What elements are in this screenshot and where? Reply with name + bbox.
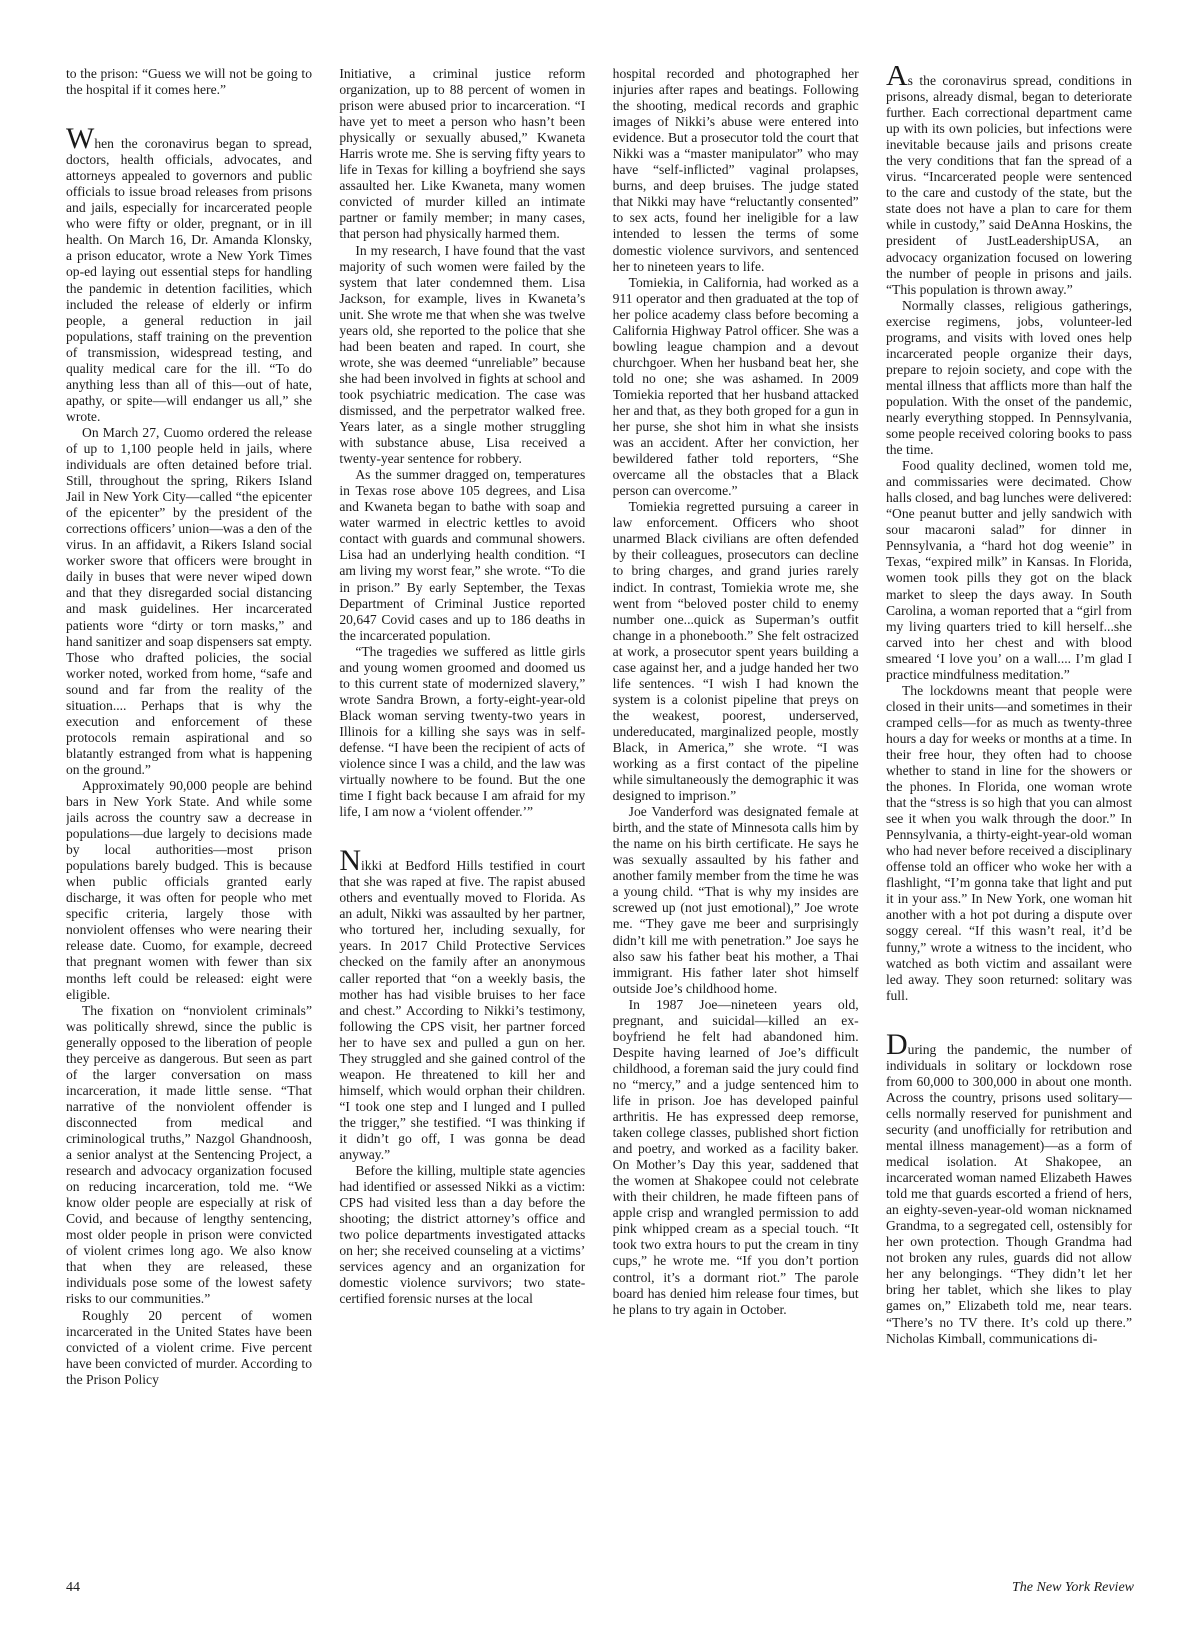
drop-cap: A [885,66,908,92]
paragraph [66,778,312,1003]
drop-cap: N [339,844,361,878]
paragraph-text: Roughly 20 percent of women incarcerated in the United States have been convicted of a violent crime. Five percent have been convicted of murder. According to the Prison Policy [66,1307,312,1387]
paragraph-text: uring the pandemic, the number of individuals in solitary or lockdown rose from 60,000 to 300,000 in about one month. Across the country, prisons used solitary—cells normally reserved for punishment and security (and unofficially for retribution and mental illness management)—as a form of medical isolation. At Shakopee, an incarcerated woman named Elizabeth Hawes told me that guards escorted a friend of hers, an eighty-seven-year-old woman nicknamed Grandma, to a segregated cell, ostensibly for her own protection. Though Grandma had not broken any rules, guards did not allow her any belongings. “They didn’t let her bring her tablet, which she likes to play games on,” Elizabeth told me, near tears. “There’s no TV there. It’s cold up there.” Nicholas Kimball, communications di- [885,1041,1132,1346]
paragraph [886,458,1132,683]
paragraph [66,425,312,778]
publication-name: The New York Review [1012,1580,1134,1595]
paragraph-text: Joe Vanderford was designated female at birth, and the state of Minnesota calls him by the name on his birth certificate. He says he was sexually assaulted by his father and another family member from the time he was a young child. “That is why my insides are screwed up (not just emotional),” Joe wrote me. “They gave me beer and surprisingly didn’t kill me with penetration.” Joe says he also saw his father beat his mother, a Thai immigrant. His father later shot himself outside Joe’s childhood home. [612,804,859,996]
paragraph [339,1163,585,1307]
paragraph-text: s the coronavirus spread, conditions in prisons, already dismal, began to deteriorate further. Each correctional department came up with its own policies, but infections were inevitable because jails and prisons create the very conditions that fan the spread of a virus. “Incarcerated people were sentenced to the care and custody of the state, but the state does not have a plan to care for them while in custody,” said DeAnna Hoskins, the president of JustLeadershipUSA, an advocacy organization focused on lowering the number of people in prisons and jails. “This population is thrown away.” [885,73,1132,297]
paragraph [886,66,1132,298]
paragraph-text: In 1987 Joe—nineteen years old, pregnant, and suicidal—killed an ex-boyfriend he felt had abandoned him. Despite having learned of Joe’s difficult childhood, a foreman said the jury could find no “mercy,” and a judge sentenced him to life in prison. Joe has developed painful arthritis. He has expressed deep remorse, taken college classes, published short fiction and poetry, and worked as a facility baker. On Mother’s Day this year, saddened that the women at Shakopee could not celebrate with their children, he made fifteen pans of apple crisp and wrangled permission to add pink whipped cream as a special touch. “It took two extra hours to put the cream in tiny cups,” he wrote me. “If you don’t portion control, it’s a dormant riot.” The parole board has denied him release four times, but he plans to try again in October. [612,996,859,1317]
paragraph-text: “The tragedies we suffered as little girls and young women groomed and doomed us to this current state of modernized slavery,” wrote Sandra Brown, a forty-eight-year-old Black woman serving twenty-two years in Illinois for a killing she says was in self-defense. “I have been the recipient of acts of violence since I was a child, and the law was virtually nowhere to be found. But the one time I fight back because I am afraid for my life, I am now a ‘violent offender.’” [339,643,586,820]
paragraph [613,997,859,1318]
paragraph [339,467,585,644]
paragraph [339,243,585,468]
column-3 [613,66,859,1566]
paragraph [613,66,859,275]
paragraph-text: Tomiekia regretted pursuing a career in law enforcement. Officers who shoot unarmed Black civilians are often defended by their colleagues, prosecutors can decline to bring charges, and grand juries rarely indict. In contrast, Tomiekia wrote me, she went from “beloved poster child to enemy number one...quick as Superman’s outfit change in a phonebooth.” She felt ostracized at work, a prosecutor spent years building a case against her, and a judge handed her two life sentences. “I wish I had known the system is a colonist pipeline that preys on the weakest, poorest, underserved, undereducated, marginalized people, mostly Black, in America,” she wrote. “I was working as a first contact of the pipeline while simultaneously the demographic it was designed to imprison.” [612,499,859,804]
paragraph-text: to the prison: “Guess we will not be going to the hospital if it comes here.” [66,66,312,98]
paragraph-text: Initiative, a criminal justice reform organization, up to 88 percent of women in prison were abused prior to incarceration. “I have yet to meet a person who hasn’t been physically or sexually abused,” Kwaneta Harris wrote me. She is serving fifty years to life in Texas for killing a boyfriend she says assaulted her. Like Kwaneta, many women convicted of murder killed an intimate partner or family member; in many cases, that person had physically harmed them. [339,66,586,242]
paragraph [66,1308,312,1388]
paragraph [66,122,312,425]
paragraph-text: On March 27, Cuomo ordered the release of up to 1,100 people held in jails, where individuals are often detained before trial. Still, throughout the spring, Rikers Island Jail in New York City—called “the epicenter of the epicenter” by the president of the corrections officers’ union—was a den of the virus. In an affidavit, a Rikers Island social worker swore that officers were brought in daily in buses that were never wiped down and that they disregarded social distancing and mask guidelines. Her incarcerated patients wore “dirty or torn masks,” and hand sanitizer and soap dispensers sat empty. Those who drafted policies, the social worker noted, worked from home, “safe and sound and far from the reality of the situation.... Perhaps that is why the execution and enforcement of these protocols remain aspirational and so blatantly estranged from what is happening on the ground.” [66,424,312,777]
paragraph-text: hospital recorded and photographed her injuries after rapes and beatings. Following the shooting, medical records and graphic images of Nikki’s abuse were entered into evidence. But a prosecutor told the court that Nikki was a “master manipulator” who may have “self-inflicted” vaginal prolapses, burns, and deep bruises. The judge stated that Nikki may have “reluctantly consented” to sex acts, found her ineligible for a law intended to lessen the terms of some domestic violence survivors, and sentenced her to nineteen years to life. [612,66,859,274]
column-1 [66,66,312,1566]
paragraph-text: The fixation on “nonviolent criminals” was politically shrewd, since the public is generally opposed to the liberation of people they perceive as dangerous. But seen as part of the larger conversation on mass incarceration, it made little sense. “That narrative of the nonviolent offender is disconnected from medical and criminological truths,” Nazgol Ghandnoosh, a senior analyst at the Sentencing Project, a research and advocacy organization focused on reducing incarceration, told me. “We know older people are especially at risk of Covid, and because of lengthy sentencing, most older people in prison were convicted of violent crimes long ago. We also know that when they are released, these individuals pose some of the lowest safety risks to our communities.” [66,1002,312,1307]
drop-cap: W [66,122,95,156]
paragraph-text: Normally classes, religious gatherings, exercise regimens, jobs, volunteer-led programs, and visits with loved ones help incarcerated people organize their days, prepare to rejoin society, and cope with the mental illness that afflicts more than half the population. With the onset of the pandemic, nearly everything stopped. In Pennsylvania, some people received coloring books to pass the time. [885,297,1132,458]
column-2 [339,66,585,1566]
article-body [66,66,1132,1566]
paragraph [885,1027,1132,1347]
paragraph [339,66,585,243]
paragraph-text: Before the killing, multiple state agencies had identified or assessed Nikki as a victim: CPS had visited less than a day before the shooting; the district attorney’s office and two police departments investigated attacks on her; she received counseling at a victims’ services agency and an organization for domestic violence survivors; two state-certified forensic nurses at the local [339,1163,586,1307]
paragraph [613,499,859,804]
paragraph-text: Tomiekia, in California, had worked as a 911 operator and then graduated at the top of her police academy class before becoming a California Highway Patrol officer. She was a bowling league champion and a devout churchgoer. When her husband beat her, she told no one; she was ashamed. In 2009 Tomiekia reported that her husband attacked her and that, as they both groped for a gun in her purse, she shot him in what she insists was an accident. After her conviction, her bewildered father told reporters, “She overcame all the obstacles that a Black person can overcome.” [612,274,859,499]
paragraph [886,683,1132,1004]
paragraph [613,804,859,997]
paragraph [66,66,312,98]
paragraph-text: The lockdowns meant that people were closed in their units—and sometimes in their cramped cells—for as much as twenty-three hours a day for weeks or months at a time. In their free hour, they often had to choose whether to stand in line for the showers or the phones. In Florida, one woman wrote that the “stress is so high that you can almost see it when you walk through the door.” In Pennsylvania, a thirty-eight-year-old woman who had never before received a disciplinary offense told an officer who woke her with a flashlight, “I’m gonna take that light and put it in your ass.” In New York, one woman hit another with a hot pot during a dispute over soggy cereal. “If this wasn’t real, it’d be funny,” wrote a witness to the incident, who watched as both victim and assailant were led away. They soon returned: solitary was full. [885,682,1132,1003]
paragraph-text: hen the coronavirus began to spread, doctors, health officials, advocates, and attorneys appealed to governors and public officials to issue broad releases from prisons and jails, especially for incarcerated people who were fifty or older, pregnant, or in ill health. On March 16, Dr. Amanda Klonsky, a prison educator, wrote a New York Times op-ed laying out essential steps for handling the pandemic in detention facilities, which included the release of elderly or infirm people, a general reduction in jail populations, staff training on the prevention of transmission, widespread testing, and quality medical care for the ill. “To do anything less than all of this—out of hate, apathy, or spite—will endanger us all,” she wrote. [66,136,312,424]
paragraph-text: Food quality declined, women told me, and commissaries were decimated. Chow halls closed, and bag lunches were delivered: “One peanut butter and jelly sandwich with sour macaroni salad” for dinner in Pennsylvania, a “hard hot dog weenie” in Texas, “expired milk” in Kansas. In Florida, women took pills they got on the black market to sleep the days away. In South Carolina, a woman reported that a “girl from my living quarters tried to kill herself...she carved into her chest and with blood smeared ‘I love you’ on a wall.... I’m glad I practice mindfulness meditation.” [885,458,1132,682]
paragraph-text: Approximately 90,000 people are behind bars in New York State. And while some jails across the country saw a decrease in populations—due largely to decisions made by local authorities—most prison populations barely budged. This is because when public officials granted early discharge, it was often for people who met specific criteria, largely those with nonviolent offenses who were nearing their release date. Cuomo, for example, decreed that pregnant women with fewer than six months left could be released: eight were eligible. [66,777,312,1002]
paragraph-text: As the summer dragged on, temperatures in Texas rose above 105 degrees, and Lisa and Kwaneta began to bathe with soap and water warmed in electric kettles to avoid contact with guards and communal showers. Lisa had an underlying health condition. “I am living my worst fear,” she wrote. “To die in prison.” By early September, the Texas Department of Criminal Justice reported 20,647 Covid cases and up to 186 deaths in the incarcerated population. [339,467,586,643]
page-number: 44 [66,1580,80,1595]
drop-cap: D [885,1027,908,1061]
paragraph [613,275,859,500]
column-4 [886,66,1132,1566]
paragraph [339,844,586,1163]
paragraph [886,298,1132,458]
paragraph [339,644,585,821]
paragraph-text: ikki at Bedford Hills testified in court that she was raped at five. The rapist abused others and eventually moved to Florida. As an adult, Nikki was assaulted by her partner, who tortured her, including sexually, for years. In 2017 Child Protective Services checked on the family after an anonymous caller reported that “on a weekly basis, the mother has had visible bruises to her face and chest.” According to Nikki’s testimony, following the CPS visit, her partner forced her to have sex and pulled a gun on her. They struggled and she gained control of the weapon. He threatened to kill her and himself, which would orphan their children. “I took one step and I lunged and I pulled the trigger,” she testified. “I was thinking if it didn’t go off, I was gonna be dead anyway.” [339,858,586,1163]
paragraph-text: In my research, I have found that the vast majority of such women were failed by the system that later condemned them. Lisa Jackson, for example, lives in Kwaneta’s unit. She wrote me that when she was twelve years old, she reported to the police that she had been beaten and raped. In court, she wrote, she was deemed “unreliable” because she had been involved in fights at school and took psychiatric medication. The case was dismissed, and the perpetrator walked free. Years later, as a single mother struggling with substance abuse, Lisa received a twenty-year sentence for robbery. [339,242,586,467]
paragraph [66,1003,312,1308]
